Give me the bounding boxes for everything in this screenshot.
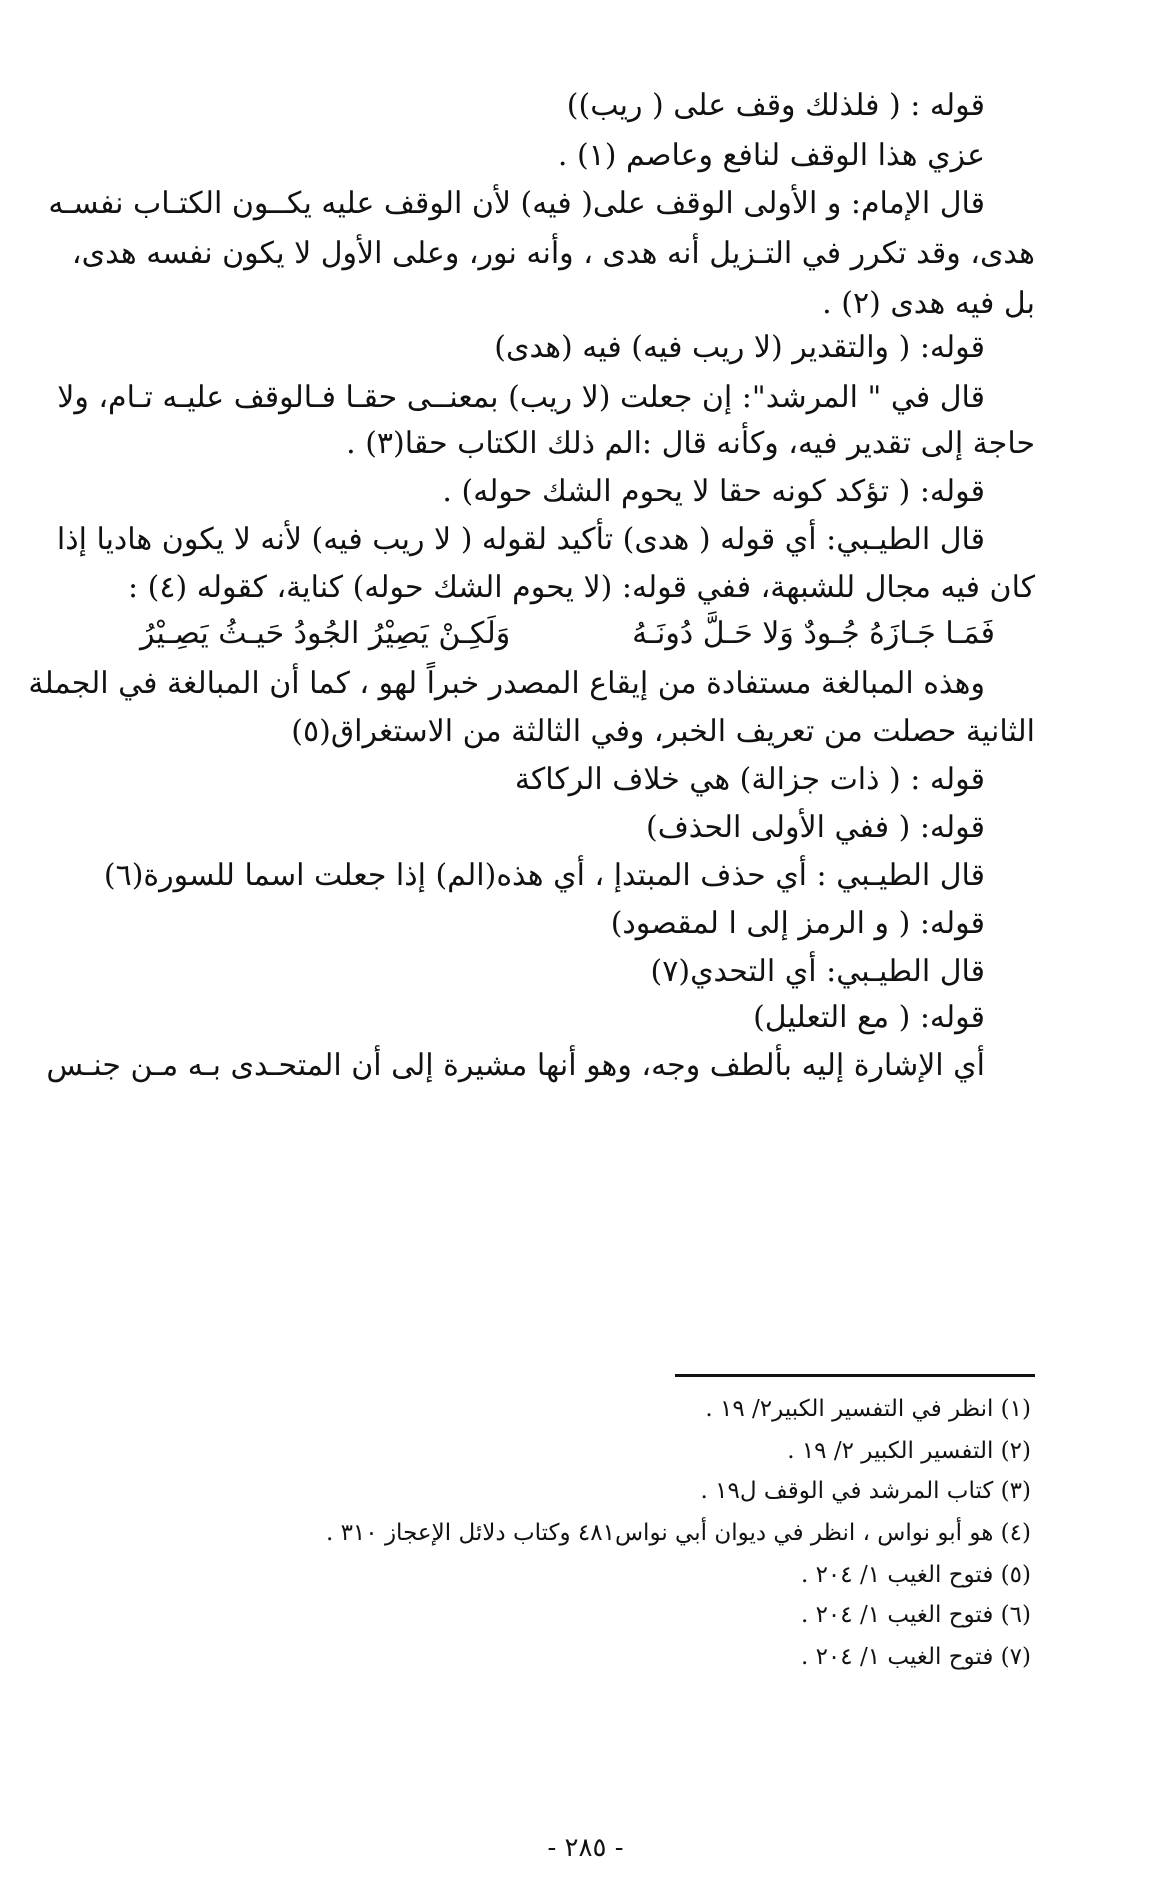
footnote-divider [675, 1374, 1035, 1377]
text-line-1: قوله : ( فلذلك وقف على ( ريب)) [566, 88, 985, 123]
text-line-17: قوله: ( و الرمز إلى ا لمقصود) [610, 906, 985, 941]
footnote-2: (٢) التفسير الكبير ٢/ ١٩ . [787, 1438, 1031, 1464]
text-line-5: بل فيه هدى (٢) . [822, 286, 1035, 321]
text-line-13: الثانية حصلت من تعريف الخبر، وفي الثالثة من الاستغراق(٥) [291, 714, 1035, 749]
verse-hemistich-2: وَلَكِـنْ يَصِيْرُ الجُودُ حَيـثُ يَصِـيْرُ [140, 616, 511, 651]
text-line-14: قوله : ( ذات جزالة) هي خلاف الركاكة [514, 762, 985, 797]
footnote-3: (٣) كتاب المرشد في الوقف ل١٩ . [700, 1478, 1031, 1504]
footnote-5: (٥) فتوح الغيب ١/ ٢٠٤ . [800, 1562, 1031, 1588]
text-line-10: قال الطيـبي: أي قوله ( هدى) تأكيد لقوله ( لا ريب فيه) لأنه لا يكون هاديا إذا [56, 522, 985, 557]
text-line-12: وهذه المبالغة مستفادة من إيقاع المصدر خبراً لهو ، كما أن المبالغة في الجملة [28, 666, 985, 701]
text-line-8: حاجة إلى تقدير فيه، وكأنه قال :الم ذلك الكتاب حقا(٣) . [346, 426, 1035, 461]
text-line-16: قال الطيـبي : أي حذف المبتدإ ، أي هذه(الم) إذا جعلت اسما للسورة(٦) [103, 858, 985, 893]
text-line-7: قال في " المرشد": إن جعلت (لا ريب) بمعنــى حقـا فـالوقف عليـه تـام، ولا [57, 380, 985, 415]
text-line-15: قوله: ( ففي الأولى الحذف) [645, 810, 985, 845]
text-line-11: كان فيه مجال للشبهة، ففي قوله: (لا يحوم الشك حوله) كناية، كقوله (٤) : [128, 570, 1035, 605]
text-line-18: قال الطيـبي: أي التحدي(٧) [650, 954, 985, 989]
text-line-20: أي الإشارة إليه بألطف وجه، وهو أنها مشيرة إلى أن المتحـدى بـه مـن جنـس [46, 1048, 985, 1083]
text-line-2: عزي هذا الوقف لنافع وعاصم (١) . [557, 138, 985, 173]
verse-hemistich-1: فَمَـا جَـازَهُ جُـودٌ وَلا حَـلَّ دُونَـهُ [632, 616, 995, 651]
text-line-9: قوله: ( تؤكد كونه حقا لا يحوم الشك حوله) . [442, 474, 985, 509]
footnote-7: (٧) فتوح الغيب ١/ ٢٠٤ . [800, 1644, 1031, 1670]
text-line-4: هدى، وقد تكرر في التـزيل أنه هدى ، وأنه نور، وعلى الأول لا يكون نفسه هدى، [71, 236, 1035, 271]
text-line-19: قوله: ( مع التعليل) [753, 1000, 985, 1035]
footnote-4: (٤) هو أبو نواس ، انظر في ديوان أبي نواس٤٨١ وكتاب دلائل الإعجاز ٣١٠ . [325, 1520, 1031, 1546]
footnote-1: (١) انظر في التفسير الكبير٢/ ١٩ . [705, 1396, 1031, 1422]
text-line-6: قوله: ( والتقدير (لا ريب فيه) فيه (هدى) [494, 330, 985, 365]
footnote-6: (٦) فتوح الغيب ١/ ٢٠٤ . [800, 1602, 1031, 1628]
page-number: - ٢٨٥ - [547, 1833, 624, 1863]
text-line-3: قال الإمام: و الأولى الوقف على( فيه) لأن الوقف عليه يكــون الكتـاب نفسـه [48, 186, 985, 221]
